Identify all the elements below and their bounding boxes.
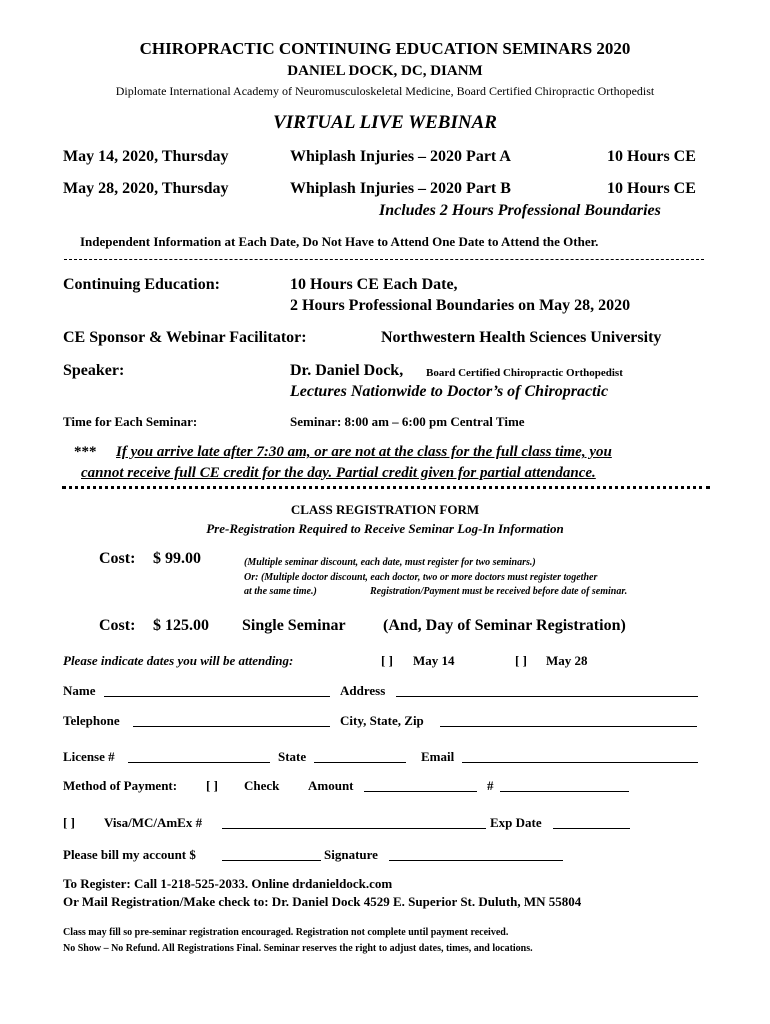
- cost-note: (Multiple seminar discount, each date, must register for two seminars.): [244, 557, 536, 568]
- state-field[interactable]: [314, 749, 406, 763]
- amount-label: Amount: [308, 778, 354, 793]
- footer-note: No Show – No Refund. All Registrations Final. Seminar reserves the right to adjust dates, times, and locations.: [63, 943, 533, 954]
- exp-date-field[interactable]: [553, 815, 630, 829]
- address-field[interactable]: [396, 683, 698, 697]
- license-label: License #: [63, 749, 115, 764]
- speaker-note: Lectures Nationwide to Doctor’s of Chiropractic: [290, 383, 609, 400]
- date-checkbox-may-14[interactable]: [ ]: [381, 653, 393, 668]
- cost-note: at the same time.): [244, 586, 317, 597]
- email-field[interactable]: [462, 749, 698, 763]
- license-field[interactable]: [128, 749, 270, 763]
- city-field[interactable]: [440, 713, 697, 727]
- mail-instructions: Or Mail Registration/Make check to: Dr. Daniel Dock 4529 E. Superior St. Duluth, MN 55804: [63, 894, 582, 909]
- card-number-field[interactable]: [222, 815, 486, 829]
- ce-value: 2 Hours Professional Boundaries on May 28, 2020: [290, 297, 631, 314]
- dotted-divider: [62, 486, 710, 489]
- cost-note: Registration/Payment must be received before date of seminar.: [370, 586, 628, 597]
- exp-date-label: Exp Date: [490, 815, 542, 830]
- sponsor-value: Northwestern Health Sciences University: [381, 329, 662, 346]
- independent-note: Independent Information at Each Date, Do Not Have to Attend One Date to Attend the Other.: [80, 234, 599, 249]
- warning-stars: ***: [74, 444, 97, 460]
- check-checkbox[interactable]: [ ]: [206, 778, 218, 793]
- cost-amount: $ 99.00: [153, 550, 201, 567]
- session-hours: 10 Hours CE: [607, 180, 696, 197]
- address-label: Address: [340, 683, 386, 698]
- presenter-credentials: Diplomate International Academy of Neuromusculoskeletal Medicine, Board Certified Chiropractic Orthopedist: [115, 84, 655, 98]
- speaker-title: Board Certified Chiropractic Orthopedist: [426, 367, 623, 379]
- city-label: City, State, Zip: [340, 713, 424, 728]
- name-label: Name: [63, 683, 96, 698]
- session-date: May 14, 2020, Thursday: [63, 148, 229, 165]
- presenter-name: DANIEL DOCK, DC, DIANM: [287, 63, 483, 79]
- cost-label: Cost:: [99, 617, 136, 634]
- payment-label: Method of Payment:: [63, 778, 178, 793]
- warning-text: cannot receive full CE credit for the day. Partial credit given for partial attendance.: [81, 465, 596, 481]
- name-field[interactable]: [104, 683, 330, 697]
- time-label: Time for Each Seminar:: [63, 414, 198, 429]
- card-label: Visa/MC/AmEx #: [104, 815, 203, 830]
- register-instructions: To Register: Call 1-218-525-2033. Online drdanieldock.com: [63, 876, 393, 891]
- speaker-label: Speaker:: [63, 362, 125, 379]
- check-number-label: #: [487, 778, 494, 793]
- format-heading: VIRTUAL LIVE WEBINAR: [273, 112, 497, 133]
- cost-amount: $ 125.00: [153, 617, 209, 634]
- state-label: State: [278, 749, 307, 764]
- date-label: May 28: [546, 653, 588, 668]
- session-topic: Whiplash Injuries – 2020 Part A: [290, 148, 511, 165]
- signature-label: Signature: [324, 847, 378, 862]
- ce-value: 10 Hours CE Each Date,: [290, 276, 458, 293]
- telephone-field[interactable]: [133, 713, 330, 727]
- check-number-field[interactable]: [500, 778, 629, 792]
- session-topic: Whiplash Injuries – 2020 Part B: [290, 180, 511, 197]
- dates-prompt: Please indicate dates you will be attending:: [63, 653, 294, 668]
- bill-label: Please bill my account $: [63, 847, 196, 862]
- form-subtitle: Pre-Registration Required to Receive Seminar Log-In Information: [206, 521, 564, 536]
- email-label: Email: [421, 749, 455, 764]
- form-title: CLASS REGISTRATION FORM: [290, 502, 480, 517]
- warning-text: If you arrive late after 7:30 am, or are not at the class for the full class time, you: [116, 444, 612, 460]
- time-value: Seminar: 8:00 am – 6:00 pm Central Time: [290, 414, 525, 429]
- cost-label: Cost:: [99, 550, 136, 567]
- sponsor-label: CE Sponsor & Webinar Facilitator:: [63, 329, 307, 346]
- cost-note: Or: (Multiple doctor discount, each doctor, two or more doctors must register together: [244, 572, 598, 583]
- card-checkbox[interactable]: [ ]: [63, 815, 75, 830]
- cost-type: Single Seminar: [242, 617, 346, 634]
- session-note: Includes 2 Hours Professional Boundaries: [379, 202, 661, 219]
- footer-note: Class may fill so pre-seminar registration encouraged. Registration not complete until payment received.: [63, 927, 509, 938]
- ce-label: Continuing Education:: [63, 276, 220, 293]
- section-divider: [64, 259, 704, 260]
- date-label: May 14: [413, 653, 455, 668]
- cost-note: (And, Day of Seminar Registration): [383, 617, 626, 634]
- session-date: May 28, 2020, Thursday: [63, 180, 229, 197]
- bill-amount-field[interactable]: [222, 847, 321, 861]
- amount-field[interactable]: [364, 778, 477, 792]
- date-checkbox-may-28[interactable]: [ ]: [515, 653, 527, 668]
- telephone-label: Telephone: [63, 713, 120, 728]
- check-label: Check: [244, 778, 280, 793]
- speaker-name: Dr. Daniel Dock,: [290, 362, 404, 379]
- session-hours: 10 Hours CE: [607, 148, 696, 165]
- signature-field[interactable]: [389, 847, 563, 861]
- page-title: CHIROPRACTIC CONTINUING EDUCATION SEMINARS 2020: [139, 39, 631, 58]
